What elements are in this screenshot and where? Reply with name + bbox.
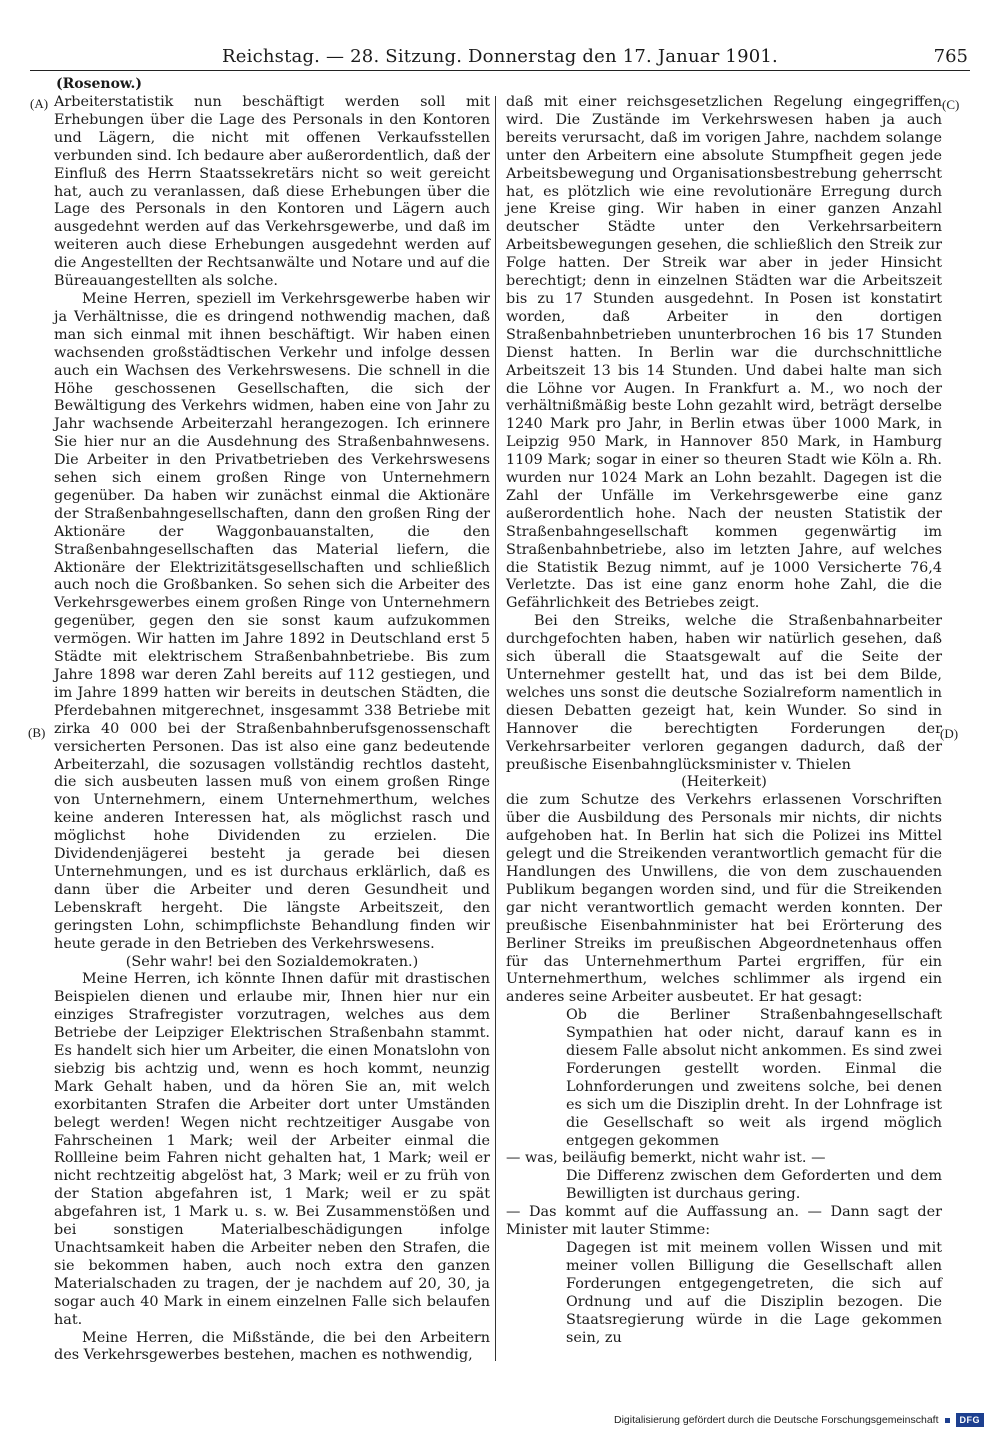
quotation: Dagegen ist mit meinem vollen Wissen und mit meiner vollen Billigung die Gesellschaft allen Forderungen entgegengetreten, die sich auf Ordnung und auf die Disziplin bezogen. Die Staatsregierung würde in die Lage gekommen sein, zu <box>566 1240 942 1346</box>
left-column <box>54 94 490 1365</box>
interjection: (Heiterkeit) <box>681 774 767 791</box>
margin-marker-d: (D) <box>940 726 959 741</box>
page-header <box>30 40 970 71</box>
dfg-logo: DFG <box>956 1413 985 1427</box>
footer <box>614 1410 984 1430</box>
paragraph: daß mit einer reichsgesetzlichen Regelung eingegriffen wird. Die Zustände im Verkehrswesen haben ja auch bereits verursacht, daß im vorigen Jahre, nachdem solange unter den Arbeitern eine absolute Stumpfheit gegen jede Arbeitsbewegung und Organisationsbestrebung geherrscht hat, es plötzlich wie eine revolutionäre Erregung durch jene Kreise ging. Wir haben in einer ganzen Anzahl deutscher Städte unter den Verkehrsarbeitern Arbeitsbewegungen gesehen, die schließlich den Streik zur Folge hatten. Der Streik war aber in jeder Hinsicht berechtigt; denn in einzelnen Städten war die Arbeitszeit bis zu 17 Stunden ausgedehnt. In Posen ist konstatirt worden, daß Arbeiter in den dortigen Straßenbahnbetrieben ununterbrochen 16 bis 17 Stunden Dienst hatten. In Berlin war die durchschnittliche Arbeitszeit 13 bis 14 Stunden. Und dabei halte man sich die Löhne vor Augen. In Frankfurt a. M., wo noch der verhältnißmäßig beste Lohn gezahlt wird, beträgt derselbe 1240 Mark pro Jahr, in Berlin etwas über 1000 Mark, in Leipzig 950 Mark, in Hannover 850 Mark, in Hamburg 1109 Mark; sogar in einer so theuren Stadt wie Köln a. Rh. wurden nur 1024 Mark an Lohn bezahlt. Dagegen ist die Zahl der Unfälle im Verkehrsgewerbe eine ganz außerordentlich hohe. Nach der neusten Statistik der Straßenbahngesellschaft kommen gegenwärtig im Straßenbahnbetriebe, also im letzten Jahre, auf welches die Statistik Bezug nimmt, auf je 1000 Versicherte 76,4 Verletzte. Das ist eine ganz enorm hohe Zahl, die die Gefährlichkeit des Betriebes zeigt. <box>506 94 942 612</box>
page-number: 765 <box>933 46 968 67</box>
margin-marker-b: (B) <box>28 725 46 740</box>
quotation: Ob die Berliner Straßenbahngesellschaft Sympathien hat oder nicht, darauf kann es in diesem Falle absolut nicht ankommen. Es sind zwei Forderungen gestellt worden. Einmal die Lohnforderungen und zweitens solche, bei denen es sich um die Disziplin dreht. In der Lohnfrage ist die Gesellschaft so weit als irgend möglich entgegen gekommen <box>566 1007 942 1149</box>
remark: — was, beiläufig bemerkt, nicht wahr ist. — <box>506 1150 826 1167</box>
page-title: Reichstag. — 28. Sitzung. Donnerstag den 17. Januar 1901. <box>222 46 778 67</box>
margin-marker-a: (A) <box>30 96 49 111</box>
paragraph: Meine Herren, ich könnte Ihnen dafür mit drastischen Beispielen dienen und erlaube mir, Ihnen hier nur ein einziges Strafregister vorzutragen, welches aus dem Betriebe der Leipziger Elektrischen Straßenbahn stammt. Es handelt sich hier um Arbeiter, die einen Monatslohn von siebzig bis achtzig und, wenn es hoch kommt, neunzig Mark Gehalt haben, und da hören Sie an, mit welch exorbitanten Strafen die Arbeiter dort unter Umständen belegt werden! Wegen nicht rechtzeitiger Ausgabe von Fahrscheinen 1 Mark; weil der Arbeiter einmal die Rollleine beim Fahren nicht gehalten hat, 1 Mark; weil er nicht rechtzeitig abgelöst hat, 3 Mark; weil er zu früh von der Station abgefahren ist, 1 Mark; weil er zu spät abgefahren ist, 1 Mark u. s. w. Bei Zusammenstößen und bei sonstigen Materialbeschädigungen infolge Unachtsamkeit haben die Arbeiter neben den Strafen, die sie bekommen haben, auch noch extra den ganzen Materialschaden zu tragen, der je nachdem auf 20, 30, ja sogar auch 40 Mark in einem einzelnen Falle sich belaufen hat. <box>54 971 490 1328</box>
paragraph: Arbeiterstatistik nun beschäftigt werden soll mit Erhebungen über die Lage des Personals in den Kontoren und Lägern, die nicht mit offenen Verkaufsstellen verbunden sind. Ich bedaure aber außerordentlich, daß der Einfluß des Herrn Staatssekretärs nicht so weit gereicht hat, auch zu veranlassen, daß diese Erhebungen über die Lage des Personals in den Kontoren und Lägern auch ausgedehnt werden auf das Verkehrsgewerbe, und daß im weiteren auch diese Erhebungen ausgedehnt werden auf die Angestellten der Rechtsanwälte und Notare und auf die Büreauangestellten als solche. <box>54 94 491 290</box>
remark: — Das kommt auf die Auffassung an. — Dann sagt der Minister mit lauter Stimme: <box>506 1204 942 1239</box>
margin-marker-c: (C) <box>942 97 960 112</box>
column-divider <box>495 96 496 1361</box>
right-column <box>506 94 942 1347</box>
paragraph: Meine Herren, die Mißstände, die bei den Arbeitern des Verkehrsgewerbes bestehen, machen es nothwendig, <box>54 1329 490 1364</box>
interjection: (Sehr wahr! bei den Sozialdemokraten.) <box>125 953 419 970</box>
quotation: Die Differenz zwischen dem Geforderten und dem Bewilligten ist durchaus gering. <box>566 1168 942 1203</box>
paragraph: Meine Herren, speziell im Verkehrsgewerbe haben wir ja Verhältnisse, die es dringend nothwendig machen, daß man sich einmal mit ihnen beschäftigt. Wir haben einen wachsenden großstädtischen Verkehr und infolge dessen auch ein Wachsen des Verkehrswesens. Die schnell in die Höhe geschossenen Gesellschaften, die sich der Bewältigung des Verkehrs widmen, haben eine von Jahr zu Jahr wachsende Arbeiterzahl herangezogen. Ich erinnere Sie hier nur an die Ausdehnung des Straßenbahnwesens. Die Arbeiter in den Privatbetrieben des Verkehrswesens sehen sich einem großen Ringe von Unternehmern gegenüber. Da haben wir zunächst einmal die Aktionäre der Straßenbahngesellschaften, dann den großen Ring der Aktionäre der Waggonbauanstalten, die den Straßenbahngesellschaften das Material liefern, die Aktionäre der Elektrizitätsgesellschaften und schließlich auch noch die Großbanken. So sehen sich die Arbeiter des Verkehrsgewerbes einem großen Ringe von Unternehmern gegenüber, gegen den sie sonst kaum aufzukommen vermögen. Wir hatten im Jahre 1892 in Deutschland erst 5 Städte mit elektrischem Straßenbahnbetriebe. Bis zum Jahre 1898 war deren Zahl bereits auf 112 gestiegen, und im Jahre 1899 hatten wir bereits in deutschen Städten, die Pferdebahnen mitgerechnet, insgesammt 338 Betriebe mit zirka 40 000 bei der Straßenbahnberufsgenossenschaft versicherten Personen. Das ist also eine ganz bedeutende Arbeiterzahl, die sozusagen vollständig rechtlos dasteht, die sich ausbeuten lassen muß von einem großen Ringe von Unternehmern, einem Unternehmerthum, welches keine anderen Interessen hat, als möglichst rasch und möglichst hohe Dividenden zu erzielen. Die Dividendenjägerei besteht ja gerade bei diesen Unternehmungen, und es ist durchaus erklärlich, daß es dann über die Arbeiter und deren Gesundheit und Lebenskraft hergeht. Die längste Arbeitszeit, den geringsten Lohn, schimpflichste Behandlung finden wir heute gerade in den Betrieben des Verkehrswesens. <box>54 290 490 952</box>
speaker-label: (Rosenow.) <box>56 76 143 92</box>
dfg-dot-icon <box>945 1418 950 1423</box>
paragraph: Bei den Streiks, welche die Straßenbahnarbeiter durchgefochten haben, haben wir natürlich gesehen, daß sich überall die Staatsgewalt auf die Seite der Unternehmer gestellt hat, und das ist bei dem Bilde, welches uns sonst die deutsche Sozialreform namentlich in diesen Debatten gezeigt hat, kein Wunder. So sind in Hannover die berechtigten Forderungen der Verkehrsarbeiter verloren gegangen dadurch, daß der preußische Eisenbahnglücksminister v. Thielen <box>506 613 942 773</box>
paragraph: die zum Schutze des Verkehrs erlassenen Vorschriften über die Ausbildung des Personals mir nichts, dir nichts aufgehoben hat. In Berlin hat sich die Polizei ins Mittel gelegt und die Streikenden verantwortlich gemacht für die Handlungen des Unwillens, die von dem zuschauenden Publikum begangen worden sind, und für die Streikenden gar nicht verantwortlich gemacht werden konnten. Der preußische Eisenbahnminister hat bei Erörterung des Berliner Streiks im preußischen Abgeordnetenhaus offen für das Unternehmerthum Partei ergriffen, für ein Unternehmerthum, welches schlimmer als irgend ein anderes seine Arbeiter ausbeutet. Er hat gesagt: <box>506 792 942 1006</box>
footer-text: Digitalisierung gefördert durch die Deutsche Forschungsgemeinschaft <box>613 1414 939 1426</box>
